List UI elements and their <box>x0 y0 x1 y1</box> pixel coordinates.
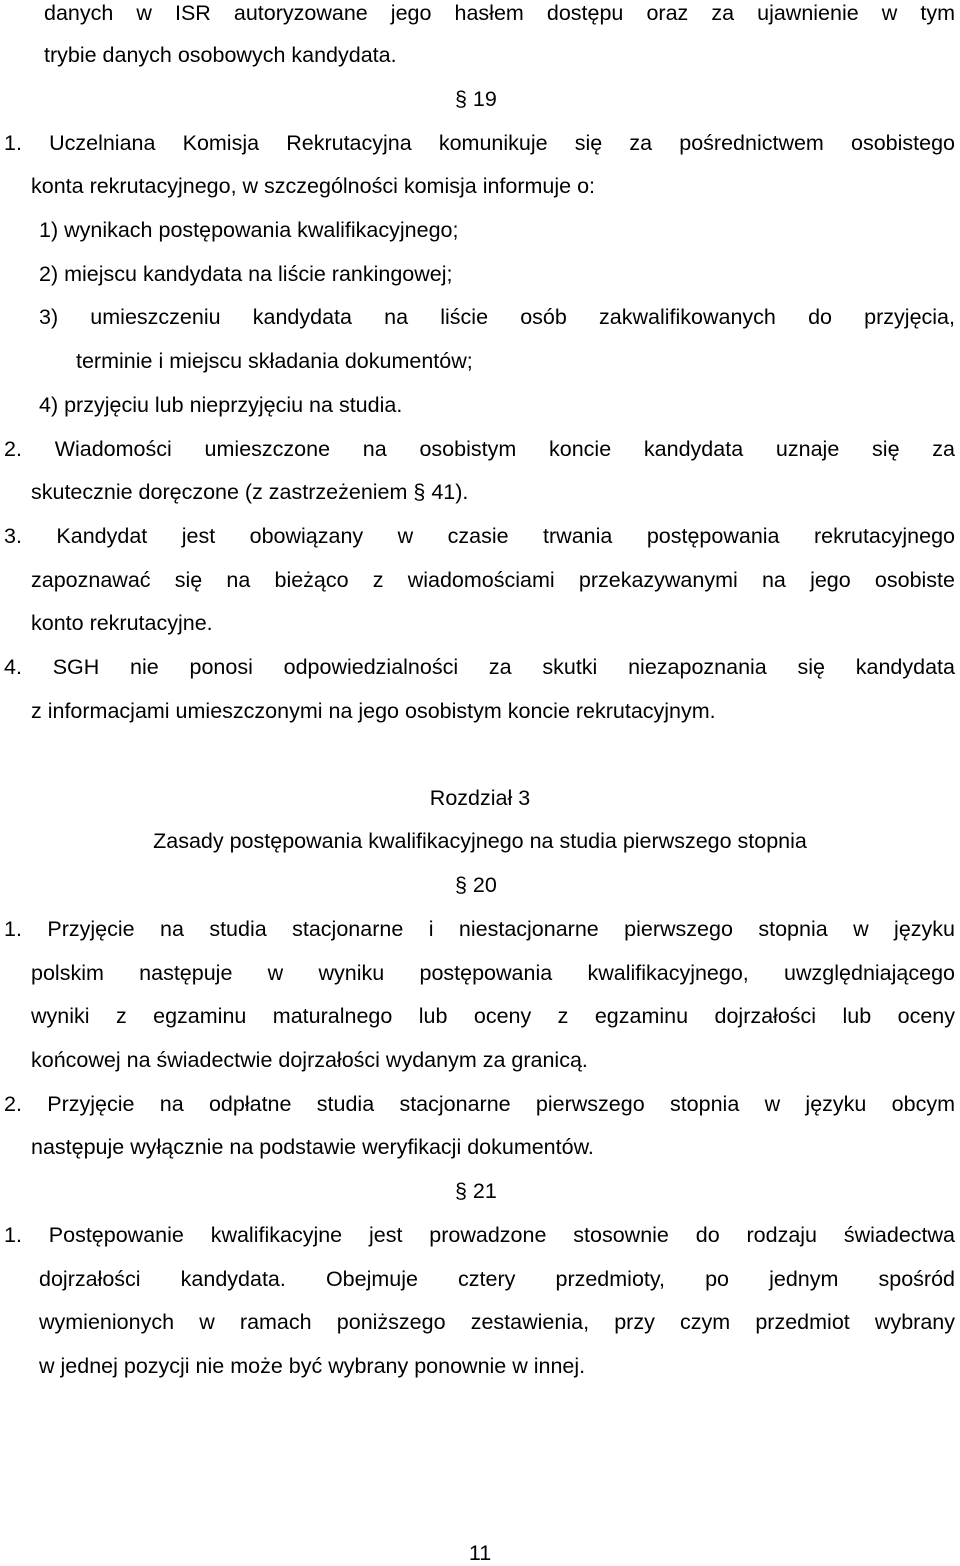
paragraph-line: 2. Wiadomości umieszczone na osobistym koncie kandydata uznaje się za <box>4 437 955 461</box>
list-item: 1) wynikach postępowania kwalifikacyjnego; <box>39 218 459 242</box>
paragraph-line: skutecznie doręczone (z zastrzeżeniem § 41). <box>31 480 469 504</box>
paragraph-line: z informacjami umieszczonymi na jego osobistym koncie rekrutacyjnym. <box>31 699 716 723</box>
paragraph-line: końcowej na świadectwie dojrzałości wydanym za granicą. <box>31 1048 588 1072</box>
chapter-title: Zasady postępowania kwalifikacyjnego na studia pierwszego stopnia <box>153 829 807 853</box>
paragraph-line: zapoznawać się na bieżąco z wiadomościami przekazywanymi na jego osobiste <box>31 568 955 592</box>
section-heading: § 21 <box>455 1179 497 1203</box>
paragraph-line: następuje wyłącznie na podstawie weryfikacji dokumentów. <box>31 1135 594 1159</box>
paragraph-line: w jednej pozycji nie może być wybrany ponownie w innej. <box>39 1354 586 1378</box>
page-number: 11 <box>468 1541 492 1565</box>
list-item: 3) umieszczeniu kandydata na liście osób zakwalifikowanych do przyjęcia, <box>39 305 955 329</box>
list-item-continuation: terminie i miejscu składania dokumentów; <box>76 349 473 373</box>
list-item: 2) miejscu kandydata na liście rankingowej; <box>39 262 453 286</box>
paragraph-line: polskim następuje w wyniku postępowania kwalifikacyjnego, uwzględniającego <box>31 961 955 985</box>
list-item: 4) przyjęciu lub nieprzyjęciu na studia. <box>39 393 403 417</box>
paragraph-line: wymienionych w ramach poniższego zestawienia, przy czym przedmiot wybrany <box>39 1310 955 1334</box>
paragraph-line: 1. Postępowanie kwalifikacyjne jest prowadzone stosownie do rodzaju świadectwa <box>4 1223 955 1247</box>
paragraph-line: konta rekrutacyjnego, w szczególności komisja informuje o: <box>31 174 596 198</box>
paragraph-line: dojrzałości kandydata. Obejmuje cztery przedmioty, po jednym spośród <box>39 1267 955 1291</box>
section-heading: § 20 <box>455 873 497 897</box>
paragraph-line: trybie danych osobowych kandydata. <box>44 43 397 67</box>
paragraph-line: konto rekrutacyjne. <box>31 611 213 635</box>
paragraph-line: 3. Kandydat jest obowiązany w czasie trwania postępowania rekrutacyjnego <box>4 524 955 548</box>
paragraph-line: 2. Przyjęcie na odpłatne studia stacjonarne pierwszego stopnia w języku obcym <box>4 1092 955 1116</box>
paragraph-line: 1. Uczelniana Komisja Rekrutacyjna komunikuje się za pośrednictwem osobistego <box>4 131 955 155</box>
paragraph-line: danych w ISR autoryzowane jego hasłem dostępu oraz za ujawnienie w tym <box>44 1 955 25</box>
paragraph-line: wyniki z egzaminu maturalnego lub oceny z egzaminu dojrzałości lub oceny <box>31 1004 955 1028</box>
paragraph-line: 1. Przyjęcie na studia stacjonarne i niestacjonarne pierwszego stopnia w języku <box>4 917 955 941</box>
chapter-heading: Rozdział 3 <box>429 786 531 810</box>
paragraph-line: 4. SGH nie ponosi odpowiedzialności za skutki niezapoznania się kandydata <box>4 655 955 679</box>
section-heading: § 19 <box>455 87 497 111</box>
